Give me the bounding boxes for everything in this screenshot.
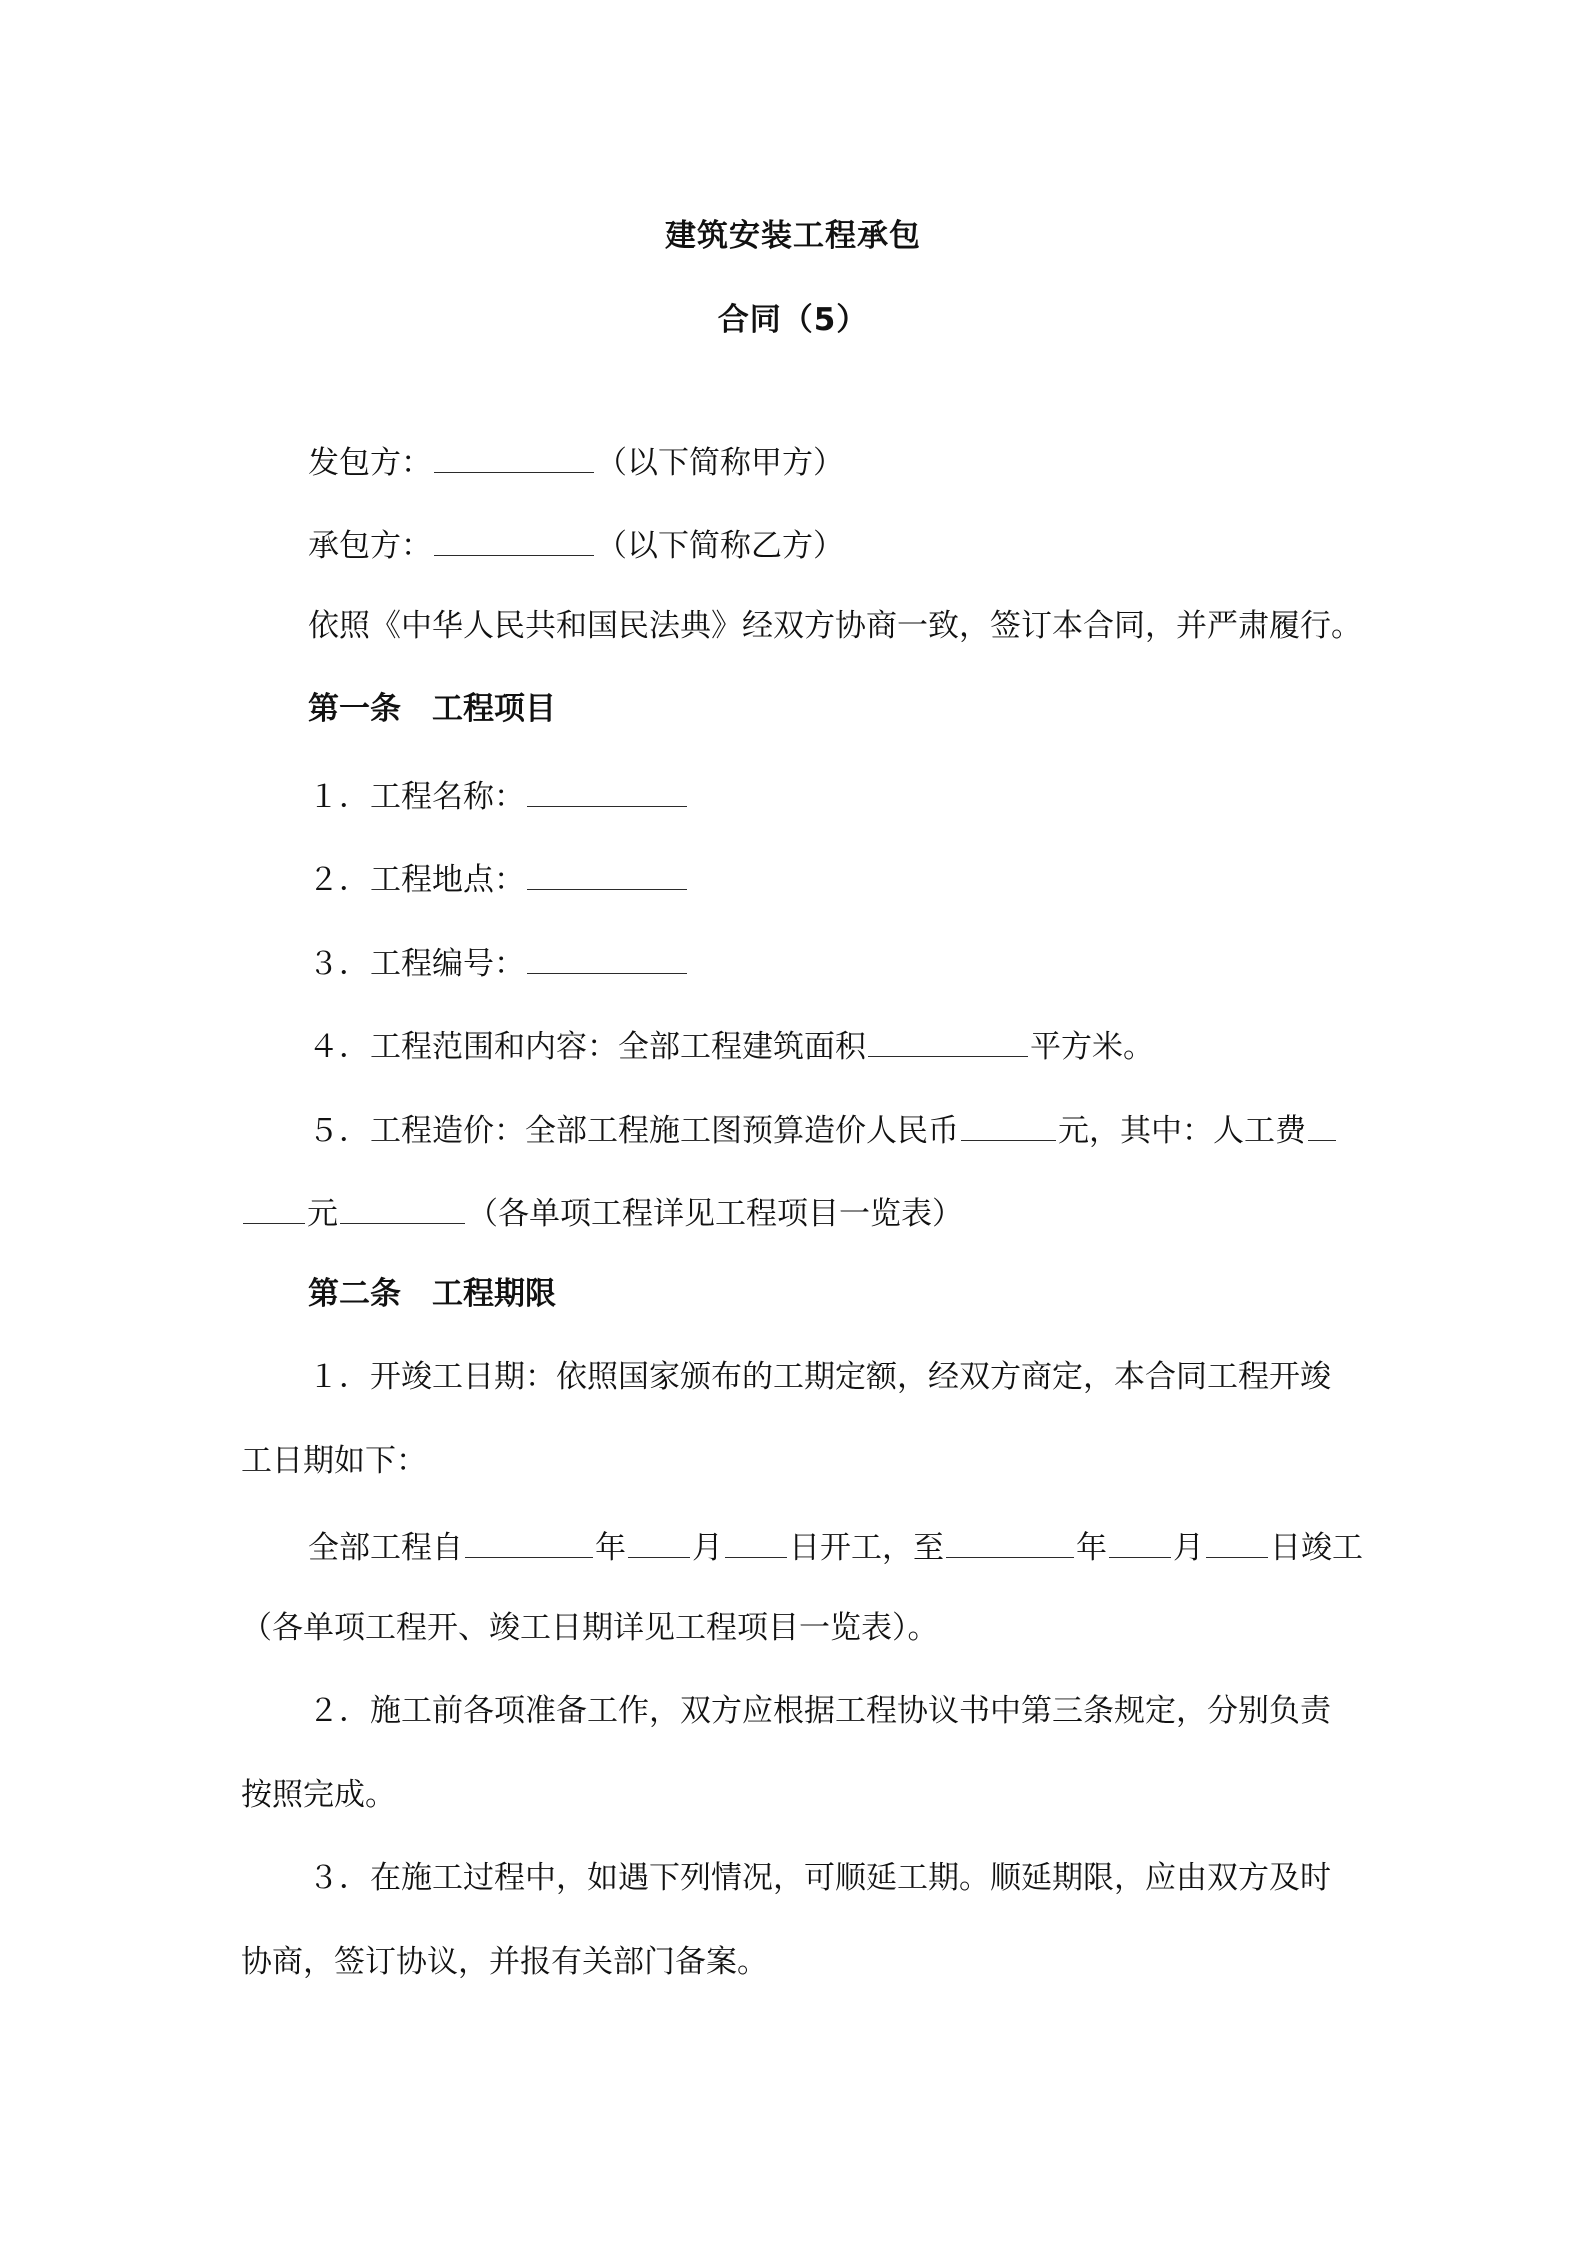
a2-item-3-line-1: ３．在施工过程中，如遇下列情况，可顺延工期。顺延期限，应由双方及时 xyxy=(308,1860,1331,1896)
party-b-label: 承包方： xyxy=(308,528,432,564)
end-day-label: 日竣工 xyxy=(1270,1530,1363,1566)
a2-item-2-line-2: 按照完成。 xyxy=(241,1777,396,1813)
item-1-label: １．工程名称： xyxy=(308,779,525,815)
article-2-title: 第二条 工程期限 xyxy=(308,1276,556,1312)
item-2-label: ２．工程地点： xyxy=(308,862,525,898)
party-a-line xyxy=(308,444,844,479)
item-5-mid: 元，其中：人工费 xyxy=(1058,1113,1306,1149)
item-1-blank xyxy=(527,778,687,807)
article-1-title: 第一条 工程项目 xyxy=(308,691,556,727)
a2-item-2-line-1: ２．施工前各项准备工作，双方应根据工程协议书中第三条规定，分别负责 xyxy=(308,1693,1331,1729)
end-year-blank xyxy=(946,1529,1074,1558)
item-5-prefix: ５．工程造价：全部工程施工图预算造价人民币 xyxy=(308,1113,959,1149)
item-4-suffix: 平方米。 xyxy=(1030,1029,1154,1065)
end-year-label: 年 xyxy=(1076,1530,1107,1566)
item-3-label: ３．工程编号： xyxy=(308,946,525,982)
item-5-blank-other xyxy=(340,1195,465,1224)
party-a-blank xyxy=(434,444,594,473)
item-5-cont-yuan: 元 xyxy=(307,1196,338,1232)
item-5-line xyxy=(308,1112,1338,1147)
item-4-blank xyxy=(868,1028,1028,1057)
start-day-blank xyxy=(725,1529,787,1558)
dates-line xyxy=(308,1529,1363,1564)
item-5-blank-total xyxy=(961,1112,1056,1141)
start-year-label: 年 xyxy=(595,1530,626,1566)
start-month-blank xyxy=(628,1529,690,1558)
party-b-suffix: （以下简称乙方） xyxy=(596,528,844,564)
basis-line: 依照《中华人民共和国民法典》经双方协商一致，签订本合同，并严肃履行。 xyxy=(308,608,1362,644)
title-line-1: 建筑安装工程承包 xyxy=(665,218,921,254)
start-month-label: 月 xyxy=(692,1530,723,1566)
party-b-blank xyxy=(434,527,594,556)
item-3-line xyxy=(308,945,689,980)
a2-item-3-line-2: 协商，签订协议，并报有关部门备案。 xyxy=(241,1944,768,1980)
item-1-line xyxy=(308,778,689,813)
item-2-line xyxy=(308,861,689,896)
item-3-blank xyxy=(527,945,687,974)
item-5-cont-suffix: （各单项工程详见工程项目一览表） xyxy=(467,1196,963,1232)
party-b-line xyxy=(308,527,844,562)
end-day-blank xyxy=(1206,1529,1268,1558)
end-month-blank xyxy=(1109,1529,1171,1558)
dates-line-2: （各单项工程开、竣工日期详见工程项目一览表）。 xyxy=(241,1610,939,1646)
item-2-blank xyxy=(527,861,687,890)
start-year-blank xyxy=(465,1529,593,1558)
end-month-label: 月 xyxy=(1173,1530,1204,1566)
start-day-label: 日开工，至 xyxy=(789,1530,944,1566)
item-5-blank-labor-b xyxy=(243,1195,305,1224)
party-a-suffix: （以下简称甲方） xyxy=(596,445,844,481)
item-4-prefix: ４．工程范围和内容：全部工程建筑面积 xyxy=(308,1029,866,1065)
title-line-2: 合同（5） xyxy=(717,302,869,338)
item-4-line xyxy=(308,1028,1154,1063)
a2-item-1-line-2: 工日期如下： xyxy=(241,1443,427,1479)
a2-item-1-line-1: １．开竣工日期：依照国家颁布的工期定额，经双方商定，本合同工程开竣 xyxy=(308,1359,1331,1395)
item-5-blank-labor-a xyxy=(1308,1112,1336,1141)
item-5-cont-line xyxy=(241,1195,963,1230)
party-a-label: 发包方： xyxy=(308,445,432,481)
dates-prefix: 全部工程自 xyxy=(308,1530,463,1566)
